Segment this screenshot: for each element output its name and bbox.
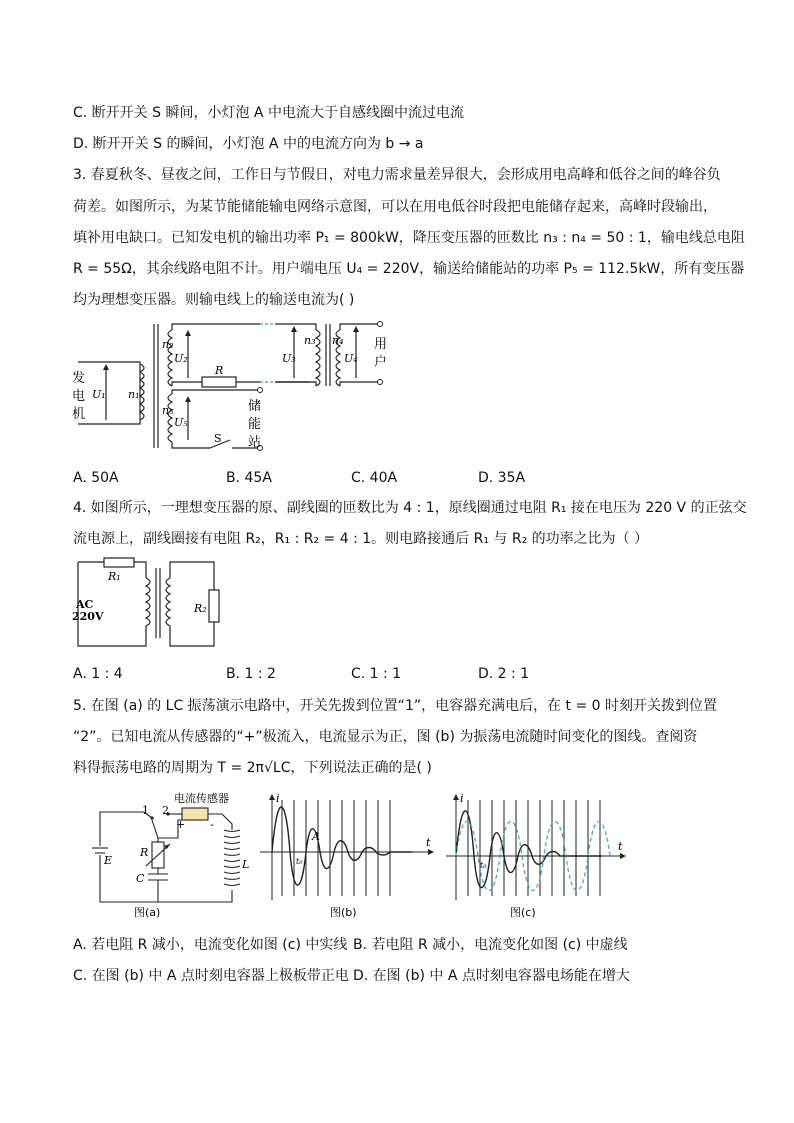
q5-figure bbox=[82, 790, 630, 920]
label-user-1: 用 bbox=[374, 337, 388, 352]
q5-stem-line-1: 5. 在图 (a) 的 LC 振荡演示电路中，开关先拨到位置“1”，电容器充满电后，在 t = 0 时刻开关拨到位置 bbox=[73, 698, 718, 714]
label-n3: n₃ bbox=[304, 334, 316, 347]
label-plus: + bbox=[176, 818, 186, 831]
q3-circuit-figure bbox=[70, 316, 400, 458]
label-minus: - bbox=[210, 818, 214, 831]
q3-stem-line-1: 3. 春夏秋冬、昼夜之间，工作日与节假日，对电力需求量差异很大，会形成用电高峰和低谷之间的峰谷负 bbox=[73, 167, 721, 183]
label-generator-1: 发 bbox=[72, 371, 86, 386]
label-pos2: 2 bbox=[162, 804, 169, 817]
q5-option-a[interactable]: A. 若电阻 R 减小，电流变化如图 (c) 中实线 bbox=[73, 937, 348, 953]
q5-option-c[interactable]: C. 在图 (b) 中 A 点时刻电容器上极板带正电 bbox=[73, 968, 349, 984]
label-ac: AC bbox=[76, 598, 94, 611]
label-t-b: t bbox=[426, 836, 431, 849]
q3-option-b[interactable]: B. 45A bbox=[226, 470, 272, 486]
label-U4: U₄ bbox=[344, 352, 358, 365]
label-i-b: i bbox=[276, 792, 280, 805]
label-generator-3: 机 bbox=[72, 407, 86, 422]
q4-stem-line-2: 流电源上，副线圈接有电阻 R₂，R₁ : R₂ = 4 : 1。则电路接通后 R₁ 与 R₂ 的功率之比为（ ） bbox=[73, 531, 649, 547]
label-pos1: 1 bbox=[142, 804, 149, 817]
label-i-c: i bbox=[460, 792, 464, 805]
label-U2: U₂ bbox=[174, 352, 188, 365]
label-storage-2: 能 bbox=[248, 417, 262, 432]
q3-stem-line-5: 均为理想变压器。则输电线上的输送电流为( ) bbox=[73, 292, 355, 308]
label-U3: U₃ bbox=[282, 352, 296, 365]
label-C: C bbox=[136, 872, 145, 885]
q4-circuit-figure bbox=[70, 554, 230, 654]
q5-option-b[interactable]: B. 若电阻 R 减小，电流变化如图 (c) 中虚线 bbox=[353, 937, 628, 953]
label-R1: R₁ bbox=[108, 570, 121, 583]
q3-stem-line-2: 荷差。如图所示，为某节能储能输电网络示意图，可以在用电低谷时段把电能储存起来，高峰时段输出， bbox=[73, 199, 717, 215]
label-user-2: 户 bbox=[374, 355, 388, 370]
q4-option-b[interactable]: B. 1 : 2 bbox=[226, 666, 276, 682]
caption-c: 图(c) bbox=[510, 906, 536, 919]
label-point-A: A bbox=[312, 830, 320, 843]
label-U5: U₅ bbox=[174, 416, 188, 429]
label-R2: R₂ bbox=[194, 602, 207, 615]
label-n5: n₅ bbox=[162, 404, 174, 417]
label-generator-2: 电 bbox=[72, 389, 86, 404]
q5-option-d[interactable]: D. 在图 (b) 中 A 点时刻电容器电场能在增大 bbox=[353, 968, 630, 984]
q3-option-c[interactable]: C. 40A bbox=[351, 470, 398, 486]
caption-a: 图(a) bbox=[134, 906, 161, 919]
q2-option-d: D. 断开开关 S 的瞬间，小灯泡 A 中的电流方向为 b → a bbox=[73, 136, 424, 152]
label-n2: n₂ bbox=[162, 338, 174, 351]
label-t-c: t bbox=[618, 840, 623, 853]
label-n4: n₄ bbox=[332, 334, 344, 347]
label-switch: S bbox=[214, 432, 222, 445]
label-R5: R bbox=[140, 846, 149, 859]
q5-stem-line-2: “2”。已知电流从传感器的“+”极流入，电流显示为正，图 (b) 为振荡电流随时间变化的图线。查阅资 bbox=[73, 729, 698, 745]
label-E: E bbox=[104, 854, 113, 867]
label-t0-c: t₀ bbox=[480, 861, 487, 870]
q3-option-a[interactable]: A. 50A bbox=[73, 470, 119, 486]
q4-option-c[interactable]: C. 1 : 1 bbox=[351, 666, 402, 682]
label-voltage: 220V bbox=[72, 610, 104, 623]
label-sensor: 电流传感器 bbox=[174, 792, 229, 805]
label-t0-b: t₀ bbox=[296, 857, 303, 866]
q3-stem-line-3: 填补用电缺口。已知发电机的输出功率 P₁ = 800kW，降压变压器的匝数比 n₃ : n₄ = 50 : 1，输电线总电阻 bbox=[73, 230, 745, 246]
q4-stem-line-1: 4. 如图所示，一理想变压器的原、副线圈的匝数比为 4 : 1，原线圈通过电阻 R₁ 接在电压为 220 V 的正弦交 bbox=[73, 500, 747, 516]
label-U1: U₁ bbox=[92, 388, 106, 401]
label-R: R bbox=[215, 364, 224, 377]
label-storage-3: 站 bbox=[248, 435, 262, 450]
label-storage-1: 储 bbox=[248, 399, 262, 414]
q2-option-c: C. 断开开关 S 瞬间，小灯泡 A 中电流大于自感线圈中流过电流 bbox=[73, 105, 464, 121]
label-n1: n₁ bbox=[128, 388, 140, 401]
q3-stem-line-4: R = 55Ω，其余线路电阻不计。用户端电压 U₄ = 220V，输送给储能站的功率 P₅ = 112.5kW，所有变压器 bbox=[73, 261, 745, 277]
q5-stem-line-3: 料得振荡电路的周期为 T = 2π√LC，下列说法正确的是( ) bbox=[73, 760, 432, 776]
label-L: L bbox=[242, 858, 250, 871]
q4-option-d[interactable]: D. 2 : 1 bbox=[478, 666, 530, 682]
q3-option-d[interactable]: D. 35A bbox=[478, 470, 526, 486]
caption-b: 图(b) bbox=[330, 906, 357, 919]
q4-option-a[interactable]: A. 1 : 4 bbox=[73, 666, 123, 682]
